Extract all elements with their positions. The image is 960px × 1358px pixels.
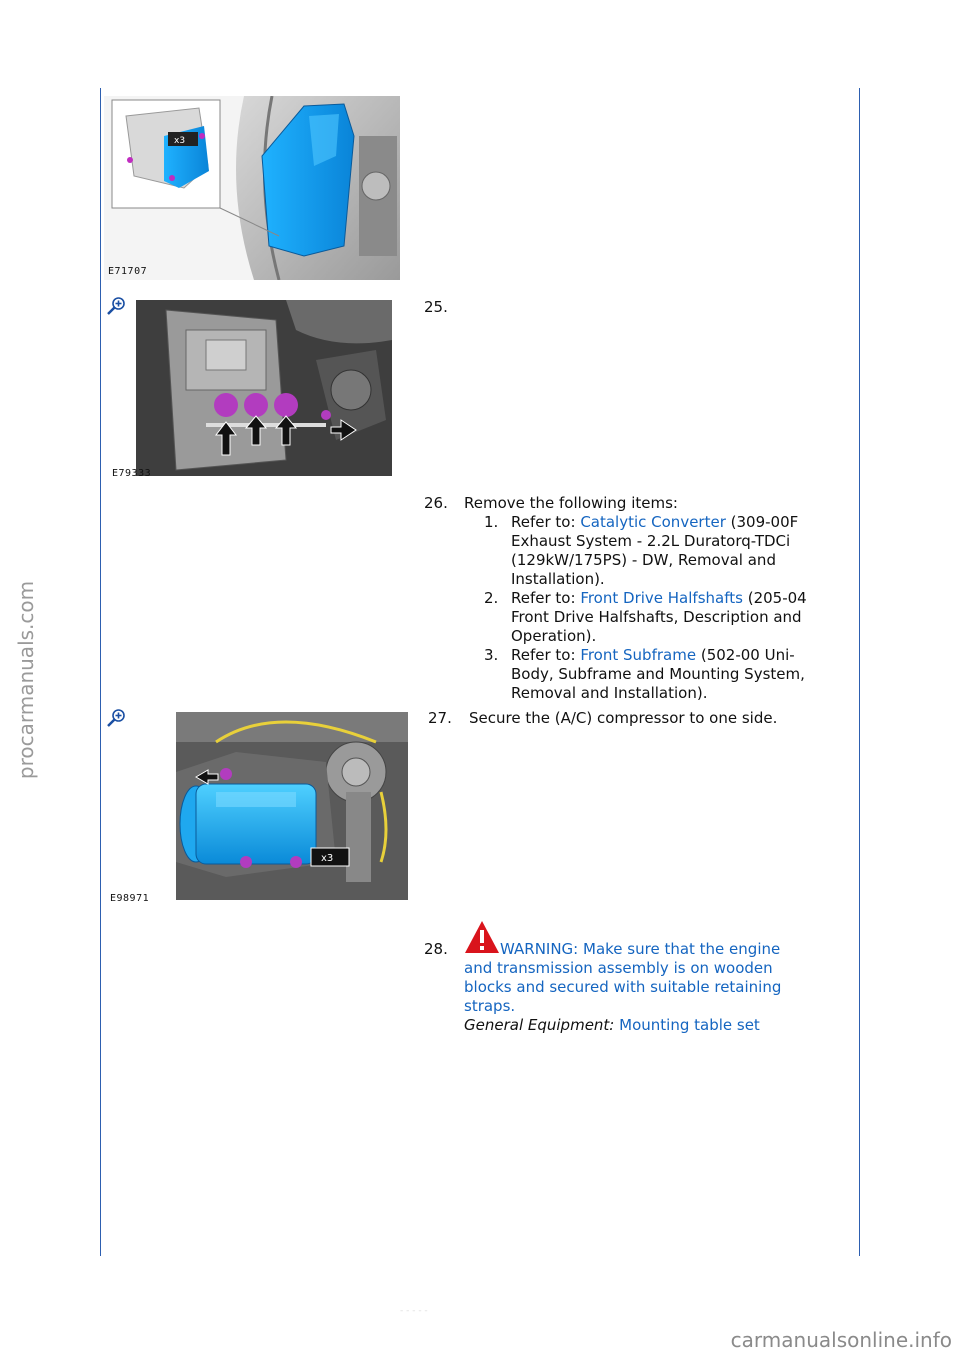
removal-list xyxy=(464,513,854,703)
front-drive-halfshafts-link[interactable]: Front Drive Halfshafts xyxy=(580,589,743,607)
figure-fuel-injectors xyxy=(136,300,392,476)
figure-label: E71707 xyxy=(108,266,148,277)
step-25 xyxy=(424,298,448,317)
ac-compressor-illustration xyxy=(176,712,408,900)
list-item: 1. Refer to: Catalytic Converter (309-00F Exhaust System - 2.2L Duratorq-TDCi (129kW/175PS) - DW, Removal and Installation). xyxy=(484,513,799,588)
side-watermark-text: procarmanuals.com xyxy=(14,580,39,780)
equipment-label: General Equipment: xyxy=(464,1016,615,1034)
catalytic-converter-link[interactable]: Catalytic Converter xyxy=(580,513,726,531)
zoom-icon[interactable] xyxy=(106,708,126,728)
left-margin-rule xyxy=(100,88,101,1256)
page-number: - - - - - xyxy=(400,1306,428,1316)
step-number: 26. xyxy=(424,494,448,512)
step-number: 25. xyxy=(424,298,448,316)
right-margin-rule xyxy=(859,88,860,1256)
fuel-injectors-illustration xyxy=(136,300,392,476)
list-item: 2. Refer to: Front Drive Halfshafts (205-04 Front Drive Halfshafts, Description and Operation). xyxy=(484,589,807,645)
bottom-watermark: carmanualsonline.info xyxy=(730,1328,952,1352)
step-text: Secure the (A/C) compressor to one side. xyxy=(469,709,778,727)
figure-ac-compressor xyxy=(176,712,408,900)
mounting-table-set-link[interactable]: Mounting table set xyxy=(619,1016,760,1034)
zoom-icon[interactable] xyxy=(106,296,126,316)
step-number: 27. xyxy=(428,709,452,727)
step-number: 28. xyxy=(424,940,448,958)
engine-cover-illustration xyxy=(104,96,400,280)
figure-label: E79333 xyxy=(112,468,152,479)
list-item: 3. Refer to: Front Subframe (502-00 Uni- Body, Subframe and Mounting System, Removal and Installation). xyxy=(484,646,805,702)
step-text: Remove the following items: xyxy=(464,494,678,512)
figure-label: E98971 xyxy=(110,893,150,904)
front-subframe-link[interactable]: Front Subframe xyxy=(580,646,697,664)
side-watermark xyxy=(6,560,46,800)
svg-text:x3: x3 xyxy=(321,853,334,864)
figure-engine-cover xyxy=(104,96,400,280)
warning-text: WARNING: Make sure that the engine and transmission assembly is on wooden blocks and secured with suitable retaining straps. General Equipment: Mounting table set xyxy=(464,940,782,1034)
svg-text:x3: x3 xyxy=(174,136,186,146)
